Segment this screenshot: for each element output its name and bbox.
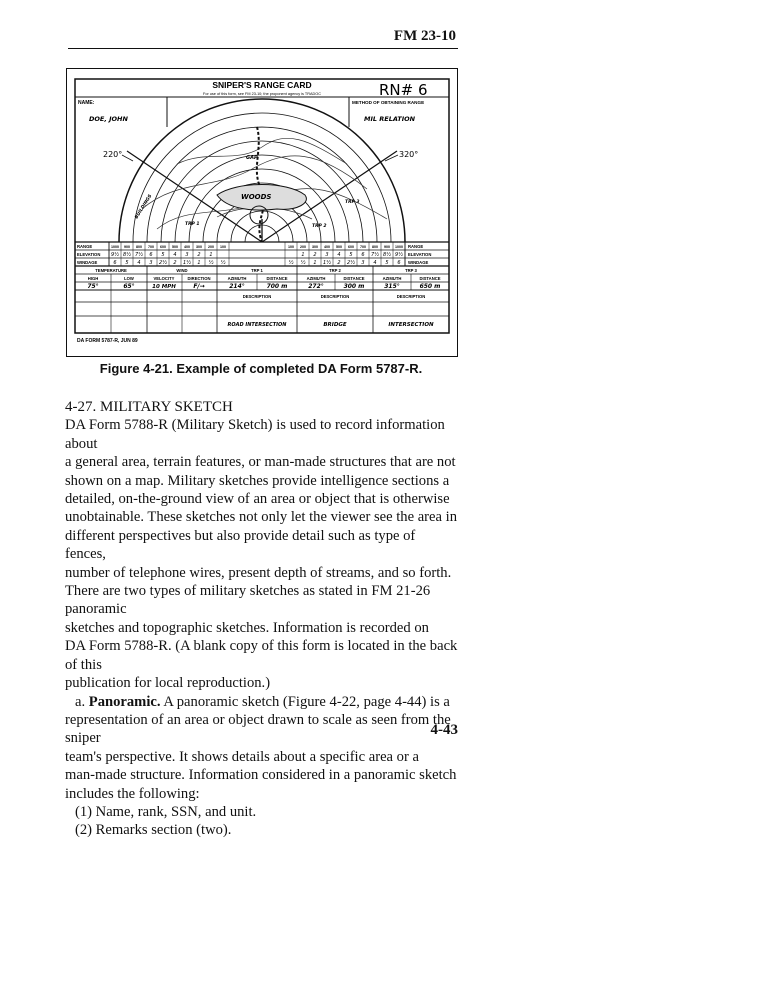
sketch-label-trp1: TRP 1 [185, 222, 200, 227]
range-cell: 400 [324, 245, 330, 249]
elevation-cell: 2 [197, 252, 201, 258]
range-cell: 100 [220, 245, 226, 249]
windage-cell: 5 [385, 260, 389, 266]
subsection-title: Panoramic. [88, 693, 161, 710]
text-line: detailed, on-the-ground view of an area or object that is otherwise [65, 491, 450, 508]
windage-cell: 3 [361, 260, 365, 266]
list-items [65, 803, 459, 840]
text-line: shown on a map. Military sketches provide intelligence sections a [65, 472, 450, 489]
sketch-label-woods: WOODS [241, 193, 272, 201]
elevation-cell: 9½ [110, 252, 120, 258]
text-line: publication for local reproduction.) [65, 675, 271, 692]
method-value: MIL RELATION [364, 115, 416, 123]
windage-cell: 1½ [322, 260, 332, 266]
text-line: includes the following: [65, 785, 200, 802]
page-number: 4-43 [430, 722, 458, 738]
range-card-figure [66, 68, 458, 357]
section-heading: 4-27. MILITARY SKETCH [65, 399, 233, 415]
form-title: SNIPER'S RANGE CARD [212, 80, 312, 90]
trp3-header: TRP 3 [405, 268, 417, 273]
range-cell: 400 [184, 245, 190, 249]
windage-cell: 2½ [158, 260, 168, 266]
range-cell: 600 [160, 245, 166, 249]
text-line: DA Form 5788-R. (A blank copy of this form is located in the back of this [65, 638, 458, 673]
trp1-distance-value: 700 m [266, 283, 288, 290]
sketch-label-buildings: BUILDINGS [134, 193, 154, 221]
elevation-cell: 1 [209, 252, 213, 258]
range-cell: 900 [384, 245, 390, 249]
elevation-cell: 8½ [382, 252, 392, 258]
windage-cell: 6 [113, 260, 117, 266]
windage-cell: 2 [173, 260, 177, 266]
text-line: sketches and topographic sketches. Information is recorded on [65, 619, 429, 636]
running-header [68, 26, 458, 49]
trp2-distance-value: 300 m [343, 283, 365, 290]
figure-caption: Figure 4-21. Example of completed DA Form 5787-R. [99, 361, 423, 376]
range-cell: 700 [360, 245, 366, 249]
windage-cell: ½ [300, 260, 306, 266]
windage-cell: 4 [373, 260, 377, 266]
paragraph-intro [65, 416, 459, 692]
trp1-distance-header: DISTANCE [266, 276, 288, 281]
direction-value: F/→ [193, 283, 205, 290]
text-line: a general area, terrain features, or man-made structures that are not [65, 454, 456, 471]
windage-cell: 1 [313, 260, 317, 266]
form-number: DA FORM 5787-R, JUN 89 [77, 338, 138, 344]
trp2-azimuth-header: AZIMUTH [306, 276, 326, 281]
name-value: DOE, JOHN [89, 115, 128, 123]
trp3-azimuth-value: 315° [384, 283, 400, 290]
trp1-description-value: ROAD INTERSECTION [227, 322, 287, 328]
elevation-cell: 7½ [134, 252, 144, 258]
range-cell: 300 [312, 245, 318, 249]
sketch-label-trp3: TRP 3 [345, 200, 360, 205]
elevation-cell: 1 [301, 252, 305, 258]
paragraph-panoramic [65, 711, 459, 803]
elevation-cell: 3 [325, 252, 329, 258]
range-cell: 500 [172, 245, 178, 249]
trp1-azimuth-header: AZIMUTH [227, 276, 247, 281]
elevation-cell: 9½ [394, 252, 404, 258]
windage-cell: ½ [220, 260, 226, 266]
trp2-azimuth-value: 272° [308, 283, 324, 290]
range-cell: 800 [136, 245, 142, 249]
trp3-distance-header: DISTANCE [419, 276, 441, 281]
windage-cell: ½ [288, 260, 294, 266]
windage-cell: 2½ [346, 260, 356, 266]
range-cell: 600 [348, 245, 354, 249]
windage-cell: 5 [125, 260, 129, 266]
high-header: HIGH [87, 276, 99, 281]
elevation-cell: 8½ [122, 252, 132, 258]
text-line: unobtainable. These sketches not only let the viewer see the area in [65, 509, 458, 526]
section-body [65, 398, 459, 840]
elevation-cell: 6 [149, 252, 153, 258]
range-cell: 800 [372, 245, 378, 249]
range-cell: 200 [300, 245, 306, 249]
range-cell: 100 [288, 245, 294, 249]
trp2-description-header: DESCRIPTION [320, 294, 350, 299]
temperature-header: TEMPERATURE [95, 268, 127, 273]
range-card-drawing [67, 69, 457, 356]
trp3-description-value: INTERSECTION [388, 322, 434, 328]
text-line: team's perspective. It shows details about a specific area or a [65, 748, 419, 765]
row-label-range-right: RANGE [408, 244, 424, 249]
name-label: NAME: [78, 100, 95, 106]
subsection-letter: a. [75, 693, 89, 710]
low-value: 65° [123, 283, 135, 290]
text-line: DA Form 5788-R (Military Sketch) is used to record information about [65, 417, 445, 452]
range-cell: 1000 [111, 245, 119, 249]
row-label-elevation-right: ELEVATION [408, 252, 432, 257]
elevation-cell: 2 [313, 252, 317, 258]
text-line: different perspectives but also provide detail such as type of fences, [65, 527, 416, 563]
elevation-cell: 6 [361, 252, 365, 258]
row-label-windage: WINDAGE [77, 260, 98, 265]
elevation-cell: 7½ [370, 252, 380, 258]
trp3-description-header: DESCRIPTION [396, 294, 426, 299]
windage-cell: ½ [208, 260, 214, 266]
elevation-cell: 5 [161, 252, 165, 258]
trp3-distance-value: 650 m [419, 283, 441, 290]
range-cell: 1000 [395, 245, 403, 249]
windage-cell: 6 [397, 260, 401, 266]
trp1-azimuth-value: 214° [229, 283, 245, 290]
elevation-cell: 3 [185, 252, 189, 258]
windage-cell: 4 [137, 260, 141, 266]
trp1-description-header: DESCRIPTION [242, 294, 272, 299]
windage-cell: 1½ [182, 260, 192, 266]
trp2-header: TRP 2 [329, 268, 341, 273]
velocity-value: 10 MPH [152, 284, 176, 290]
wind-header: WIND [176, 268, 188, 273]
elevation-cell: 4 [173, 252, 177, 258]
trp2-description-value: BRIDGE [323, 322, 347, 328]
paragraph-panoramic-first: A panoramic sketch (Figure 4-22, page 4-44) is a [160, 693, 450, 710]
row-label-windage-right: WINDAGE [408, 260, 429, 265]
form-subtitle: For use of this form, see FM 23-10; the proponent agency is TRADOC [203, 92, 321, 96]
text-line: number of telephone wires, present depth of streams, and so forth. [65, 564, 452, 581]
azimuth-right-label: 320° [399, 150, 419, 159]
paragraph-panoramic-lead [65, 693, 459, 711]
list-item: (1) Name, rank, SSN, and unit. [75, 803, 257, 820]
range-cell: 500 [336, 245, 342, 249]
trp1-header: TRP 1 [251, 268, 263, 273]
sketch-label-gap: GAP [246, 155, 258, 161]
direction-header: DIRECTION [187, 276, 211, 281]
row-label-range: RANGE [77, 244, 93, 249]
handwritten-id: RN# 6 [379, 81, 428, 99]
trp2-distance-header: DISTANCE [343, 276, 365, 281]
manual-number: FM 23-10 [393, 28, 456, 44]
low-header: LOW [124, 276, 134, 281]
trp3-azimuth-header: AZIMUTH [382, 276, 402, 281]
windage-cell: 2 [337, 260, 341, 266]
elevation-cell: 4 [337, 252, 341, 258]
velocity-header: VELOCITY [153, 276, 175, 281]
high-value: 75° [87, 283, 99, 290]
range-cell: 300 [196, 245, 202, 249]
sketch-label-trp2: TRP 2 [312, 224, 327, 229]
azimuth-left-label: 220° [103, 150, 123, 159]
range-cell: 700 [148, 245, 154, 249]
windage-cell: 1 [197, 260, 201, 266]
range-cell: 900 [124, 245, 130, 249]
windage-cell: 3 [149, 260, 153, 266]
elevation-cell: 5 [349, 252, 353, 258]
range-cell: 200 [208, 245, 214, 249]
text-line: man-made structure. Information considered in a panoramic sketch [65, 767, 457, 784]
text-line: There are two types of military sketches as stated in FM 21-26 panoramic [65, 583, 431, 618]
list-item: (2) Remarks section (two). [75, 822, 232, 839]
range-table [75, 242, 449, 333]
method-label: METHOD OF OBTAINING RANGE [352, 100, 425, 105]
text-line: representation of an area or object drawn to scale as seen from the sniper [65, 711, 451, 747]
row-label-elevation: ELEVATION [77, 252, 101, 257]
